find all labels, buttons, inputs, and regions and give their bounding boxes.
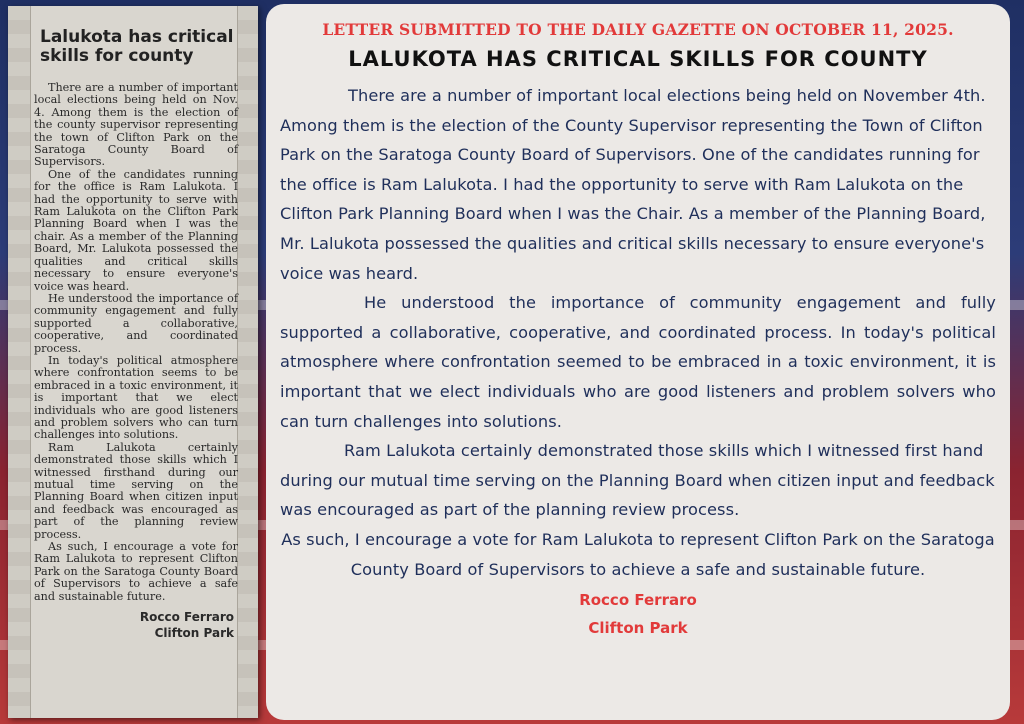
clipping-paragraph: In today's political atmosphere where confrontation seems to be embraced in a toxic environment, it is important that we elect individuals who are good listeners and problem solvers who can turn challenges into solutions. xyxy=(34,353,238,442)
letter-card xyxy=(266,4,1010,720)
letter-town: Clifton Park xyxy=(588,619,688,638)
letter-author: Rocco Ferraro xyxy=(579,591,697,610)
letter-header: LETTER SUBMITTED TO THE DAILY GAZETTE ON OCTOBER 11, 2025. xyxy=(322,20,954,39)
clipping-paragraph: One of the candidates running for the office is Ram Lalukota. I had the opportunity to serve with Ram Lalukota on the Clifton Park Planning Board when I was the chair. As a member of the Planning Board, Mr. Lalukota possessed the qualities and critical skills necessary to ensure everyone's voice was heard. xyxy=(34,167,238,293)
letter-paragraph: As such, I encourage a vote for Ram Lalukota to represent Clifton Park on the Saratoga County Board of Supervisors to achieve a safe and sustainable future. xyxy=(281,529,995,579)
letter-title: LALUKOTA HAS CRITICAL SKILLS FOR COUNTY xyxy=(348,47,928,71)
clipping-headline: Lalukota has critical skills for county xyxy=(40,27,234,66)
clipping-town: Clifton Park xyxy=(154,626,234,641)
clipping-paragraph: He understood the importance of community engagement and fully supported a collaborative, cooperative, and coordinated process. xyxy=(34,291,238,355)
adjacent-column-edge xyxy=(8,6,31,718)
letter-paragraph: Ram Lalukota certainly demonstrated those skills which I witnessed first hand during our mutual time serving on the Planning Board when citizen input and feedback was encouraged as part of the planning review process. xyxy=(280,441,995,520)
adjacent-column-edge xyxy=(237,6,258,718)
letter-paragraph: He understood the importance of community engagement and fully supported a collaborative, cooperative, and coordinated process. In today's political atmosphere where confrontation seemed to be embraced in a toxic environment, it is important that we elect individuals who are good listeners and problem solvers who can turn challenges into solutions. xyxy=(280,293,996,431)
letter-signature xyxy=(280,586,996,642)
clipping-article xyxy=(34,14,238,641)
clipping-paragraph: As such, I encourage a vote for Ram Lalukota to represent Clifton Park on the Saratoga County Board of Supervisors to achieve a safe and sustainable future. xyxy=(34,540,238,603)
clipping-author: Rocco Ferraro xyxy=(139,610,234,625)
clipping-paragraph: Ram Lalukota certainly demonstrated those skills which I witnessed firsthand during our mutual time serving on the Planning Board when citizen input and feedback was encouraged as part of the planning review process. xyxy=(34,440,238,541)
clipping-signature xyxy=(34,609,238,641)
newspaper-clipping xyxy=(8,6,258,718)
clipping-paragraph: There are a number of important local elections being held on Nov. 4. Among them is the election of the county supervisor representing the town of Clifton Park on the Saratoga County Board of Supervisors. xyxy=(34,81,238,169)
letter-paragraph: There are a number of important local elections being held on November 4th. Among them is the election of the County Supervisor representing the Town of Clifton Park on the Saratoga County Board of Supervisors. One of the candidates running for the office is Ram Lalukota. I had the opportunity to serve with Ram Lalukota on the Clifton Park Planning Board when I was the Chair. As a member of the Planning Board, Mr. Lalukota possessed the qualities and critical skills necessary to ensure everyone's voice was heard. xyxy=(280,86,986,283)
